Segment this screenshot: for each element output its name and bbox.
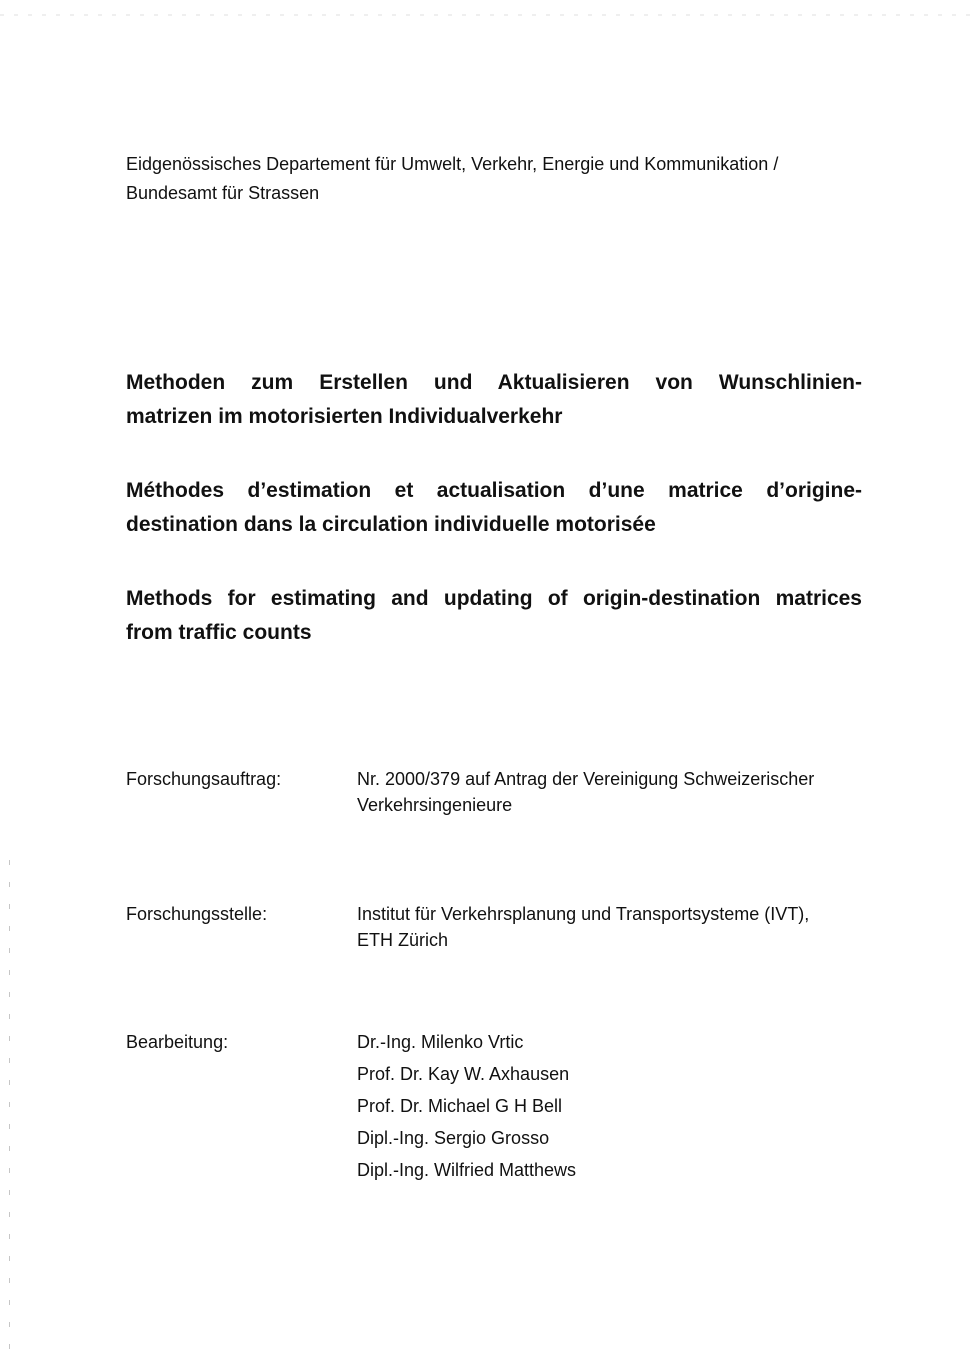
author-name: Prof. Dr. Michael G H Bell xyxy=(357,1096,563,1116)
authority-line-department: Eidgenössisches Departement für Umwelt, Verkehr, Energie und Kommunikation / xyxy=(126,154,779,174)
title-french xyxy=(126,474,862,542)
title-german xyxy=(126,366,862,434)
report-titles xyxy=(126,366,862,690)
research-institute-value xyxy=(357,901,862,953)
scan-artifact-left xyxy=(9,860,10,1360)
issuing-authority xyxy=(126,150,866,208)
research-institute-label: Forschungsstelle: xyxy=(126,904,268,924)
research-mandate-line-1: Nr. 2000/379 auf Antrag der Vereinigung Schweizerischer xyxy=(357,769,815,789)
author-name: Dipl.-Ing. Sergio Grosso xyxy=(357,1128,550,1148)
research-mandate-label: Forschungsauftrag: xyxy=(126,769,282,789)
authors-list xyxy=(357,1026,862,1186)
author-name: Dr.-Ing. Milenko Vrtic xyxy=(357,1032,524,1052)
title-german-line-1: Methoden zum Erstellen und Aktualisieren von Wunschlinien- xyxy=(126,371,862,394)
title-english xyxy=(126,582,862,650)
research-mandate-value xyxy=(357,766,862,818)
title-english-line-2: from traffic counts xyxy=(126,621,312,644)
research-institute-line-1: Institut für Verkehrsplanung und Transportsysteme (IVT), xyxy=(357,904,810,924)
title-french-line-2: destination dans la circulation individuelle motorisée xyxy=(126,513,656,536)
research-mandate-line-2: Verkehrsingenieure xyxy=(357,795,513,815)
author-name: Dipl.-Ing. Wilfried Matthews xyxy=(357,1160,577,1180)
authority-line-office: Bundesamt für Strassen xyxy=(126,183,320,203)
title-french-line-1: Méthodes d’estimation et actualisation d’une matrice d’origine- xyxy=(126,479,862,502)
research-institute-line-2: ETH Zürich xyxy=(357,930,449,950)
author-name: Prof. Dr. Kay W. Axhausen xyxy=(357,1064,570,1084)
scan-artifact-top xyxy=(0,14,970,16)
authors-label: Bearbeitung: xyxy=(126,1032,229,1052)
title-english-line-1: Methods for estimating and updating of origin-destination matrices xyxy=(126,587,862,610)
title-german-line-2: matrizen im motorisierten Individualverkehr xyxy=(126,405,563,428)
